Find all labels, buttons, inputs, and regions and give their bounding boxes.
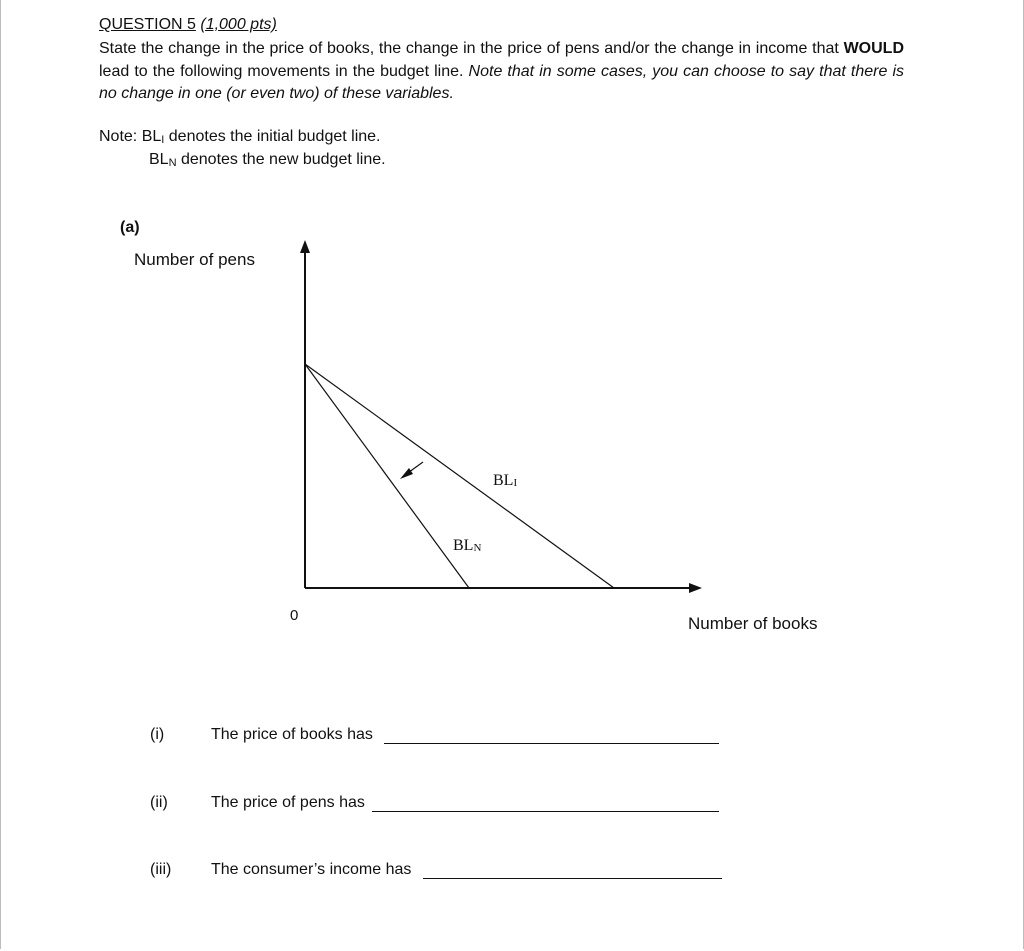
question-points: (1,000 pts) bbox=[200, 16, 277, 33]
item-text: The price of books has bbox=[211, 726, 373, 743]
part-label: (a) bbox=[120, 219, 140, 236]
intro-text-b: lead to the following movements in the budget line. bbox=[99, 62, 469, 80]
new-budget-line bbox=[305, 364, 469, 588]
question-heading: QUESTION 5 bbox=[99, 16, 196, 33]
y-axis-arrowhead bbox=[300, 240, 310, 253]
x-axis-arrowhead bbox=[689, 583, 702, 593]
x-axis-label: Number of books bbox=[688, 614, 818, 633]
item-number: (i) bbox=[150, 726, 165, 743]
initial-line-label: BLI bbox=[493, 472, 518, 489]
new-line-label: BLN bbox=[453, 537, 482, 554]
item-number: (iii) bbox=[150, 861, 172, 878]
initial-budget-line bbox=[305, 364, 614, 588]
shift-arrowhead bbox=[400, 468, 413, 479]
intro-text-a: State the change in the price of books, the change in the price of pens and/or the change in income that bbox=[99, 40, 844, 57]
intro-bold-word: WOULD bbox=[843, 40, 904, 57]
item-number: (ii) bbox=[150, 794, 168, 811]
item-text: The consumer’s income has bbox=[211, 861, 412, 878]
item-text: The price of pens has bbox=[211, 794, 365, 811]
origin-label: 0 bbox=[290, 607, 299, 624]
answer-blank-income[interactable] bbox=[423, 878, 722, 879]
answer-blank-books[interactable] bbox=[384, 743, 719, 744]
note-suffix: denotes the initial budget line. bbox=[164, 128, 381, 145]
intro-italic-note: Note that in some cases, you can choose to say that there is no change in one (or even two) of these variables. bbox=[99, 62, 905, 102]
note-subscript: I bbox=[161, 134, 165, 146]
note-prefix: BL bbox=[149, 151, 169, 168]
note-subscript: N bbox=[168, 157, 177, 169]
note-prefix: Note: BL bbox=[99, 128, 162, 145]
y-axis-label: Number of pens bbox=[134, 250, 255, 269]
note-suffix: denotes the new budget line. bbox=[176, 151, 386, 168]
answer-blank-pens[interactable] bbox=[372, 811, 719, 812]
